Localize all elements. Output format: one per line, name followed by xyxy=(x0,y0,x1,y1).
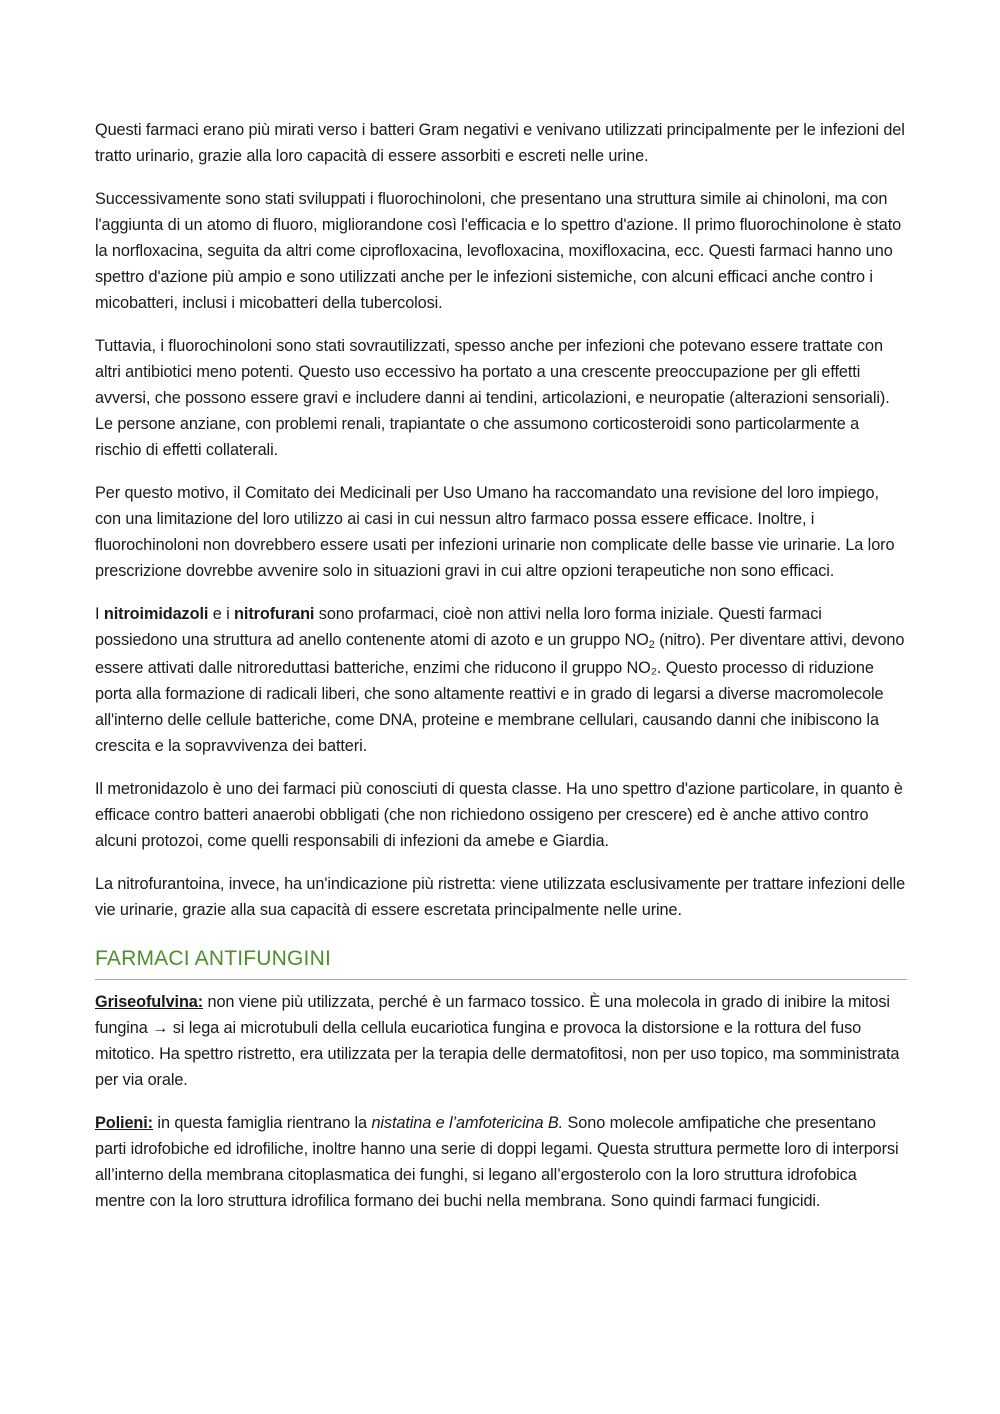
text-span: (nitro). Per diventare attivi, devono essere attivati dalle nitroreduttasi batteriche, enzimi che riducono il gruppo NO₂. Questo processo di riduzione porta alla formazione di radicali liberi, che sono altamente reattivi e in grado di legarsi a diverse macromolecole all'interno delle cellule batteriche, come DNA, proteine e membrane cellulari, causando danni che inibiscono la crescita e la sopravvivenza dei batteri. xyxy=(95,631,905,755)
paragraph-committee-review: Per questo motivo, il Comitato dei Medicinali per Uso Umano ha raccomandato una revisione del loro impiego, con una limitazione del loro utilizzo ai casi in cui nessun altro farmaco possa essere efficace. Inoltre, i fluorochinoloni non dovrebbero essere usati per infezioni urinarie non complicate delle basse vie urinarie. La loro prescrizione dovrebbe avvenire solo in situazioni gravi in cui altre opzioni terapeutiche non sono efficaci. xyxy=(95,484,895,580)
term-griseofulvina: Griseofulvina: xyxy=(95,993,204,1011)
paragraph-polyenes xyxy=(95,1110,907,1214)
text-span: e i xyxy=(208,605,235,623)
bold-term-nitrofurani: nitrofurani xyxy=(234,605,315,623)
text-span: in questa famiglia rientrano la xyxy=(153,1114,372,1132)
text-span: I xyxy=(95,605,104,623)
text-span: sono profarmaci, cioè non attivi nella loro forma iniziale. Questi farmaci possiedono una struttura ad anello contenente atomi di azoto e un gruppo NO xyxy=(95,605,822,649)
italic-drug-names: nistatina e l’amfotericina B. xyxy=(371,1114,564,1132)
paragraph-nitroimidazoles xyxy=(95,601,907,759)
term-polieni: Polieni: xyxy=(95,1114,153,1132)
paragraph-metronidazole: Il metronidazolo è uno dei farmaci più conosciuti di questa classe. Ha uno spettro d'azione particolare, in quanto è efficace contro batteri anaerobi obbligati (che non richiedono ossigeno per crescere) ed è anche attivo contro alcuni protozoi, come quelli responsabili di infezioni da amebe e Giardia. xyxy=(95,780,903,850)
paragraph-nitrofurantoin: La nitrofurantoina, invece, ha un'indicazione più ristretta: viene utilizzata esclusivamente per trattare infezioni delle vie urinarie, grazie alla sua capacità di essere escretata principalmente nelle urine. xyxy=(95,875,906,919)
subscript-2: 2 xyxy=(648,639,655,651)
paragraph-fluoroquinolones-intro: Successivamente sono stati sviluppati i fluorochinoloni, che presentano una struttura simile ai chinoloni, ma con l'aggiunta di un atomo di fluoro, migliorandone così l'efficacia e lo spettro d'azione. Il primo fluorochinolone è stato la norfloxacina, seguita da altri come ciprofloxacina, levofloxacina, moxifloxacina, ecc. Questi farmaci hanno uno spettro d'azione più ampio e sono utilizzati anche per le infezioni sistemiche, con alcuni efficaci anche contro i micobatteri, inclusi i micobatteri della tubercolosi. xyxy=(95,190,902,312)
text-span: Sono molecole amfipatiche che presentano parti idrofobiche ed idrofiliche, inoltre hanno una serie di doppi legami. Questa struttura permette loro di interporsi all’interno della membrana citoplasmatica dei funghi, si legano all’ergosterolo con la loro struttura idrofobica mentre con la loro struttura idrofilica formano dei buchi nella membrana. Sono quindi farmaci fungicidi. xyxy=(95,1114,899,1210)
paragraph-fluoroquinolones-overuse: Tuttavia, i fluorochinoloni sono stati sovrautilizzati, spesso anche per infezioni che potevano essere trattate con altri antibiotici meno potenti. Questo uso eccessivo ha portato a una crescente preoccupazione per gli effetti avversi, che possono essere gravi e includere danni ai tendini, articolazioni, e neuropatie (alterazioni sensoriali). Le persone anziane, con problemi renali, trapiantate o che assumono corticosteroidi sono particolarmente a rischio di effetti collaterali. xyxy=(95,337,890,459)
paragraph-gram-negative: Questi farmaci erano più mirati verso i batteri Gram negativi e venivano utilizzati principalmente per le infezioni del tratto urinario, grazie alla loro capacità di essere assorbiti e escreti nelle urine. xyxy=(95,121,905,165)
paragraph-griseofulvin xyxy=(95,989,907,1093)
text-span: non viene più utilizzata, perché è un farmaco tossico. È una molecola in grado di inibire la mitosi fungina → si lega ai microtubuli della cellula eucariotica fungina e provoca la distorsione e la rottura del fuso mitotico. Ha spettro ristretto, era utilizzata per la terapia delle dermatofitosi, non per uso topico, ma somministrata per via orale. xyxy=(95,993,900,1089)
section-heading-antifungals: FARMACI ANTIFUNGINI xyxy=(95,945,907,980)
document-page xyxy=(95,117,907,1231)
bold-term-nitroimidazoli: nitroimidazoli xyxy=(103,605,209,623)
